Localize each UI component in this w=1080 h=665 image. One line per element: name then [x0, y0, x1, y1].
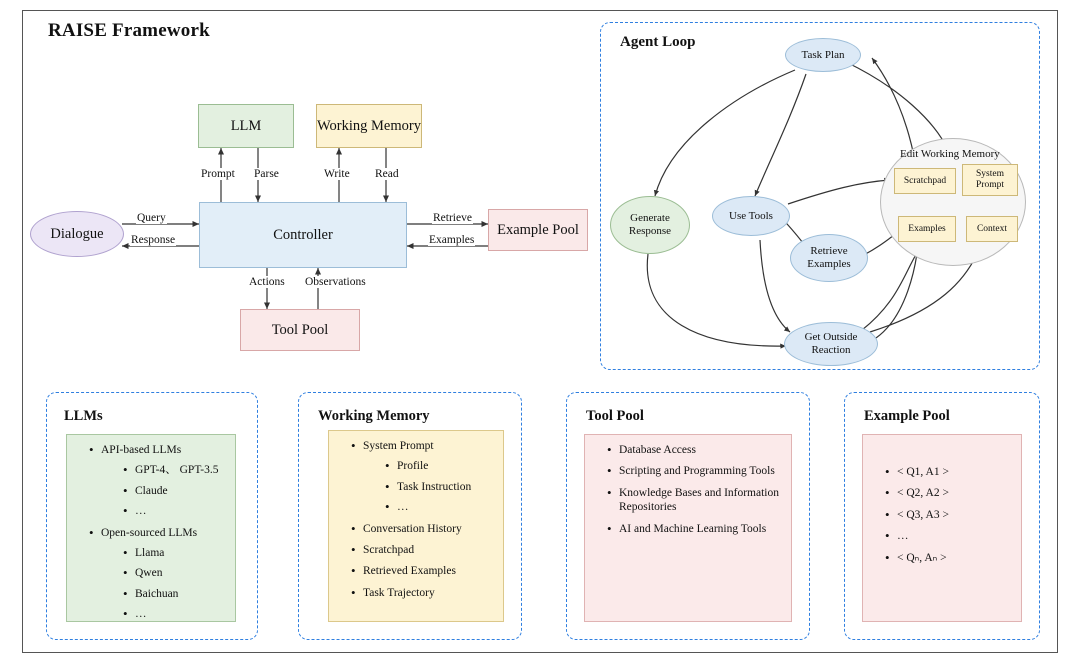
node-retrieve-examples	[790, 234, 868, 282]
node-get-outside-reaction-line1: Get Outside	[804, 331, 858, 344]
list-item	[123, 566, 227, 580]
controller-box: Controller	[199, 202, 407, 268]
tool-pool-item: AI and Machine Learning Tools	[619, 522, 767, 535]
llms-sublist	[101, 463, 227, 518]
wm-item-label: System Prompt	[363, 440, 434, 452]
list-item	[885, 529, 1013, 543]
list-item	[885, 465, 1013, 479]
figure-title: RAISE Framework	[48, 20, 210, 41]
llms-list	[75, 443, 227, 621]
wm-item-label: Scratchpad	[363, 543, 415, 556]
list-item	[607, 464, 783, 478]
example-pool-item: < Qₙ, Aₙ >	[897, 551, 947, 564]
node-task-plan: Task Plan	[785, 38, 861, 72]
llms-item: Baichuan	[135, 587, 179, 600]
list-item	[385, 500, 495, 514]
mini-box-system-prompt-line1: System	[976, 169, 1004, 180]
example-pool-item: < Q1, A1 >	[897, 466, 949, 478]
wm-sublist	[363, 459, 495, 514]
mini-box-scratchpad: Scratchpad	[894, 168, 956, 194]
list-item	[385, 480, 495, 494]
list-item	[123, 463, 227, 477]
example-pool-content-box	[862, 434, 1022, 622]
wm-item-label: Retrieved Examples	[363, 565, 456, 578]
llms-group-label: Open-sourced LLMs	[101, 526, 198, 539]
llms-group-label: API-based LLMs	[101, 444, 182, 456]
example-pool-item: < Q3, A3 >	[897, 508, 949, 521]
tool-pool-content-box	[584, 434, 792, 622]
list-item	[885, 486, 1013, 500]
node-retrieve-examples-line2: Examples	[807, 258, 851, 270]
llms-item: Llama	[135, 546, 165, 559]
tool-pool-box: Tool Pool	[240, 309, 360, 351]
dialogue-ellipse: Dialogue	[30, 211, 124, 257]
working-memory-list	[337, 439, 495, 600]
tool-pool-list	[593, 443, 783, 536]
list-item	[123, 607, 227, 621]
node-get-outside-reaction	[784, 322, 878, 366]
mini-box-examples: Examples	[898, 216, 956, 242]
node-retrieve-examples-line1: Retrieve	[810, 245, 848, 258]
example-pool-item: …	[897, 530, 909, 543]
tool-pool-item: Database Access	[619, 444, 696, 456]
list-item	[607, 522, 783, 536]
list-item	[385, 459, 495, 473]
node-get-outside-reaction-line2: Reaction	[811, 344, 851, 356]
list-item	[351, 543, 495, 557]
list-item	[351, 522, 495, 536]
list-item	[89, 526, 227, 622]
list-item	[607, 443, 783, 457]
edge-label-write: Write	[324, 168, 350, 180]
list-item	[89, 443, 227, 519]
edge-label-read: Read	[375, 168, 399, 180]
llms-item: Qwen	[135, 567, 163, 580]
mini-box-context: Context	[966, 216, 1018, 242]
list-item	[123, 587, 227, 601]
wm-item-label: Task Trajectory	[363, 586, 435, 599]
example-pool-list	[871, 443, 1013, 565]
list-item	[351, 564, 495, 578]
llms-item: …	[135, 505, 147, 518]
working-memory-panel-title: Working Memory	[318, 408, 430, 424]
tool-pool-item: Scripting and Programming Tools	[619, 465, 775, 478]
example-pool-box: Example Pool	[488, 209, 588, 251]
list-item	[123, 504, 227, 518]
llm-box: LLM	[198, 104, 294, 148]
wm-item-label: Conversation History	[363, 522, 462, 535]
llms-content-box	[66, 434, 236, 622]
edit-working-memory-title: Edit Working Memory	[900, 148, 1000, 160]
mini-box-system-prompt	[962, 164, 1018, 196]
list-item	[885, 508, 1013, 522]
tool-pool-item: Knowledge Bases and Information Repositories	[619, 486, 780, 514]
list-item	[351, 439, 495, 515]
mini-box-system-prompt-line2: Prompt	[976, 180, 1004, 190]
node-generate-response	[610, 196, 690, 254]
llms-panel-title: LLMs	[64, 408, 103, 424]
llms-sublist	[101, 546, 227, 622]
node-generate-response-line2: Response	[628, 225, 672, 237]
example-pool-item: < Q2, A2 >	[897, 487, 949, 500]
list-item	[123, 484, 227, 498]
edge-label-retrieve: Retrieve	[433, 212, 472, 224]
edge-label-examples: Examples	[429, 234, 475, 246]
list-item	[607, 486, 783, 515]
edge-label-query: Query	[137, 212, 166, 224]
working-memory-content-box	[328, 430, 504, 622]
agent-loop-title: Agent Loop	[620, 34, 696, 50]
list-item	[123, 546, 227, 560]
list-item	[885, 551, 1013, 565]
llms-item: Claude	[135, 484, 168, 497]
node-use-tools: Use Tools	[712, 196, 790, 236]
llms-item: GPT-4、 GPT-3.5	[135, 464, 219, 477]
llms-item: …	[135, 608, 147, 620]
node-generate-response-line1: Generate	[630, 212, 670, 225]
edge-label-response: Response	[131, 234, 176, 246]
wm-subitem: Task Instruction	[397, 480, 472, 493]
edge-label-observations: Observations	[305, 276, 366, 288]
example-pool-panel-title: Example Pool	[864, 408, 950, 424]
tool-pool-panel-title: Tool Pool	[586, 408, 644, 424]
edge-label-parse: Parse	[254, 168, 279, 180]
wm-subitem: …	[397, 501, 409, 514]
working-memory-box: Working Memory	[316, 104, 422, 148]
edge-label-prompt: Prompt	[201, 168, 235, 180]
edge-label-actions: Actions	[249, 276, 285, 288]
wm-subitem: Profile	[397, 460, 429, 473]
list-item	[351, 586, 495, 600]
